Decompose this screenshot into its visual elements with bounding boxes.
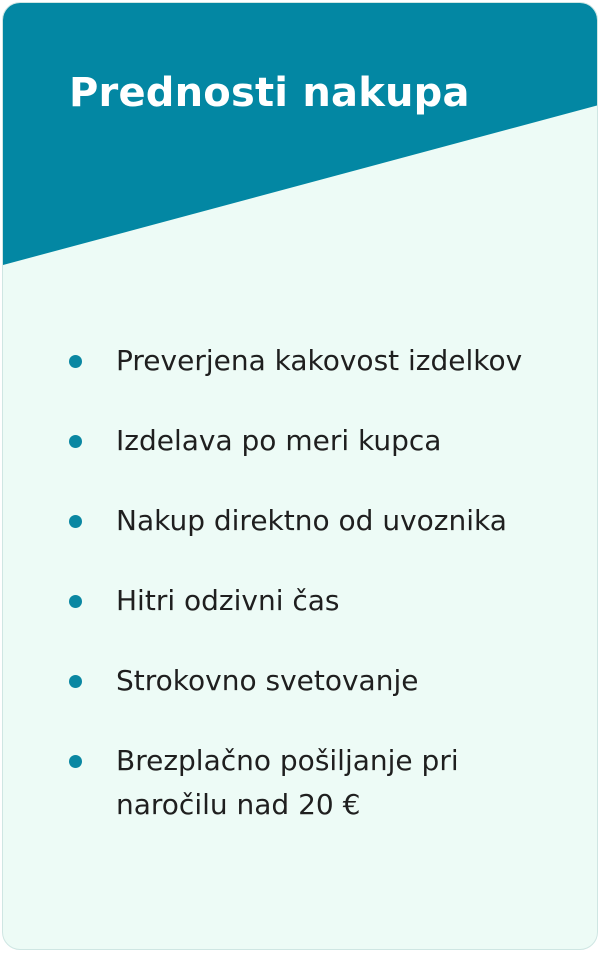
bullet-dot-icon [69,515,82,528]
bullet-dot-icon [69,435,82,448]
list-item-text: Brezplačno pošiljanje pri naročilu nad 20 € [116,744,459,821]
list-item-text: Hitri odzivni čas [116,584,340,617]
list-item [65,739,565,827]
list-item-text: Preverjena kakovost izdelkov [116,344,523,377]
list-item-text: Nakup direktno od uvoznika [116,504,507,537]
list-item-text: Izdelava po meri kupca [116,424,442,457]
bullet-dot-icon [69,355,82,368]
list-item-text: Strokovno svetovanje [116,664,419,697]
list-item [65,659,565,703]
bullet-dot-icon [69,595,82,608]
list-item [65,419,565,463]
header-banner [3,3,598,268]
bullet-dot-icon [69,675,82,688]
card-title: Prednosti nakupa [69,70,470,116]
list-item [65,339,565,383]
header-banner-shape [3,3,598,265]
list-item [65,499,565,543]
list-item [65,579,565,623]
bullet-dot-icon [69,755,82,768]
benefits-list [65,339,565,863]
benefits-card [2,2,598,950]
